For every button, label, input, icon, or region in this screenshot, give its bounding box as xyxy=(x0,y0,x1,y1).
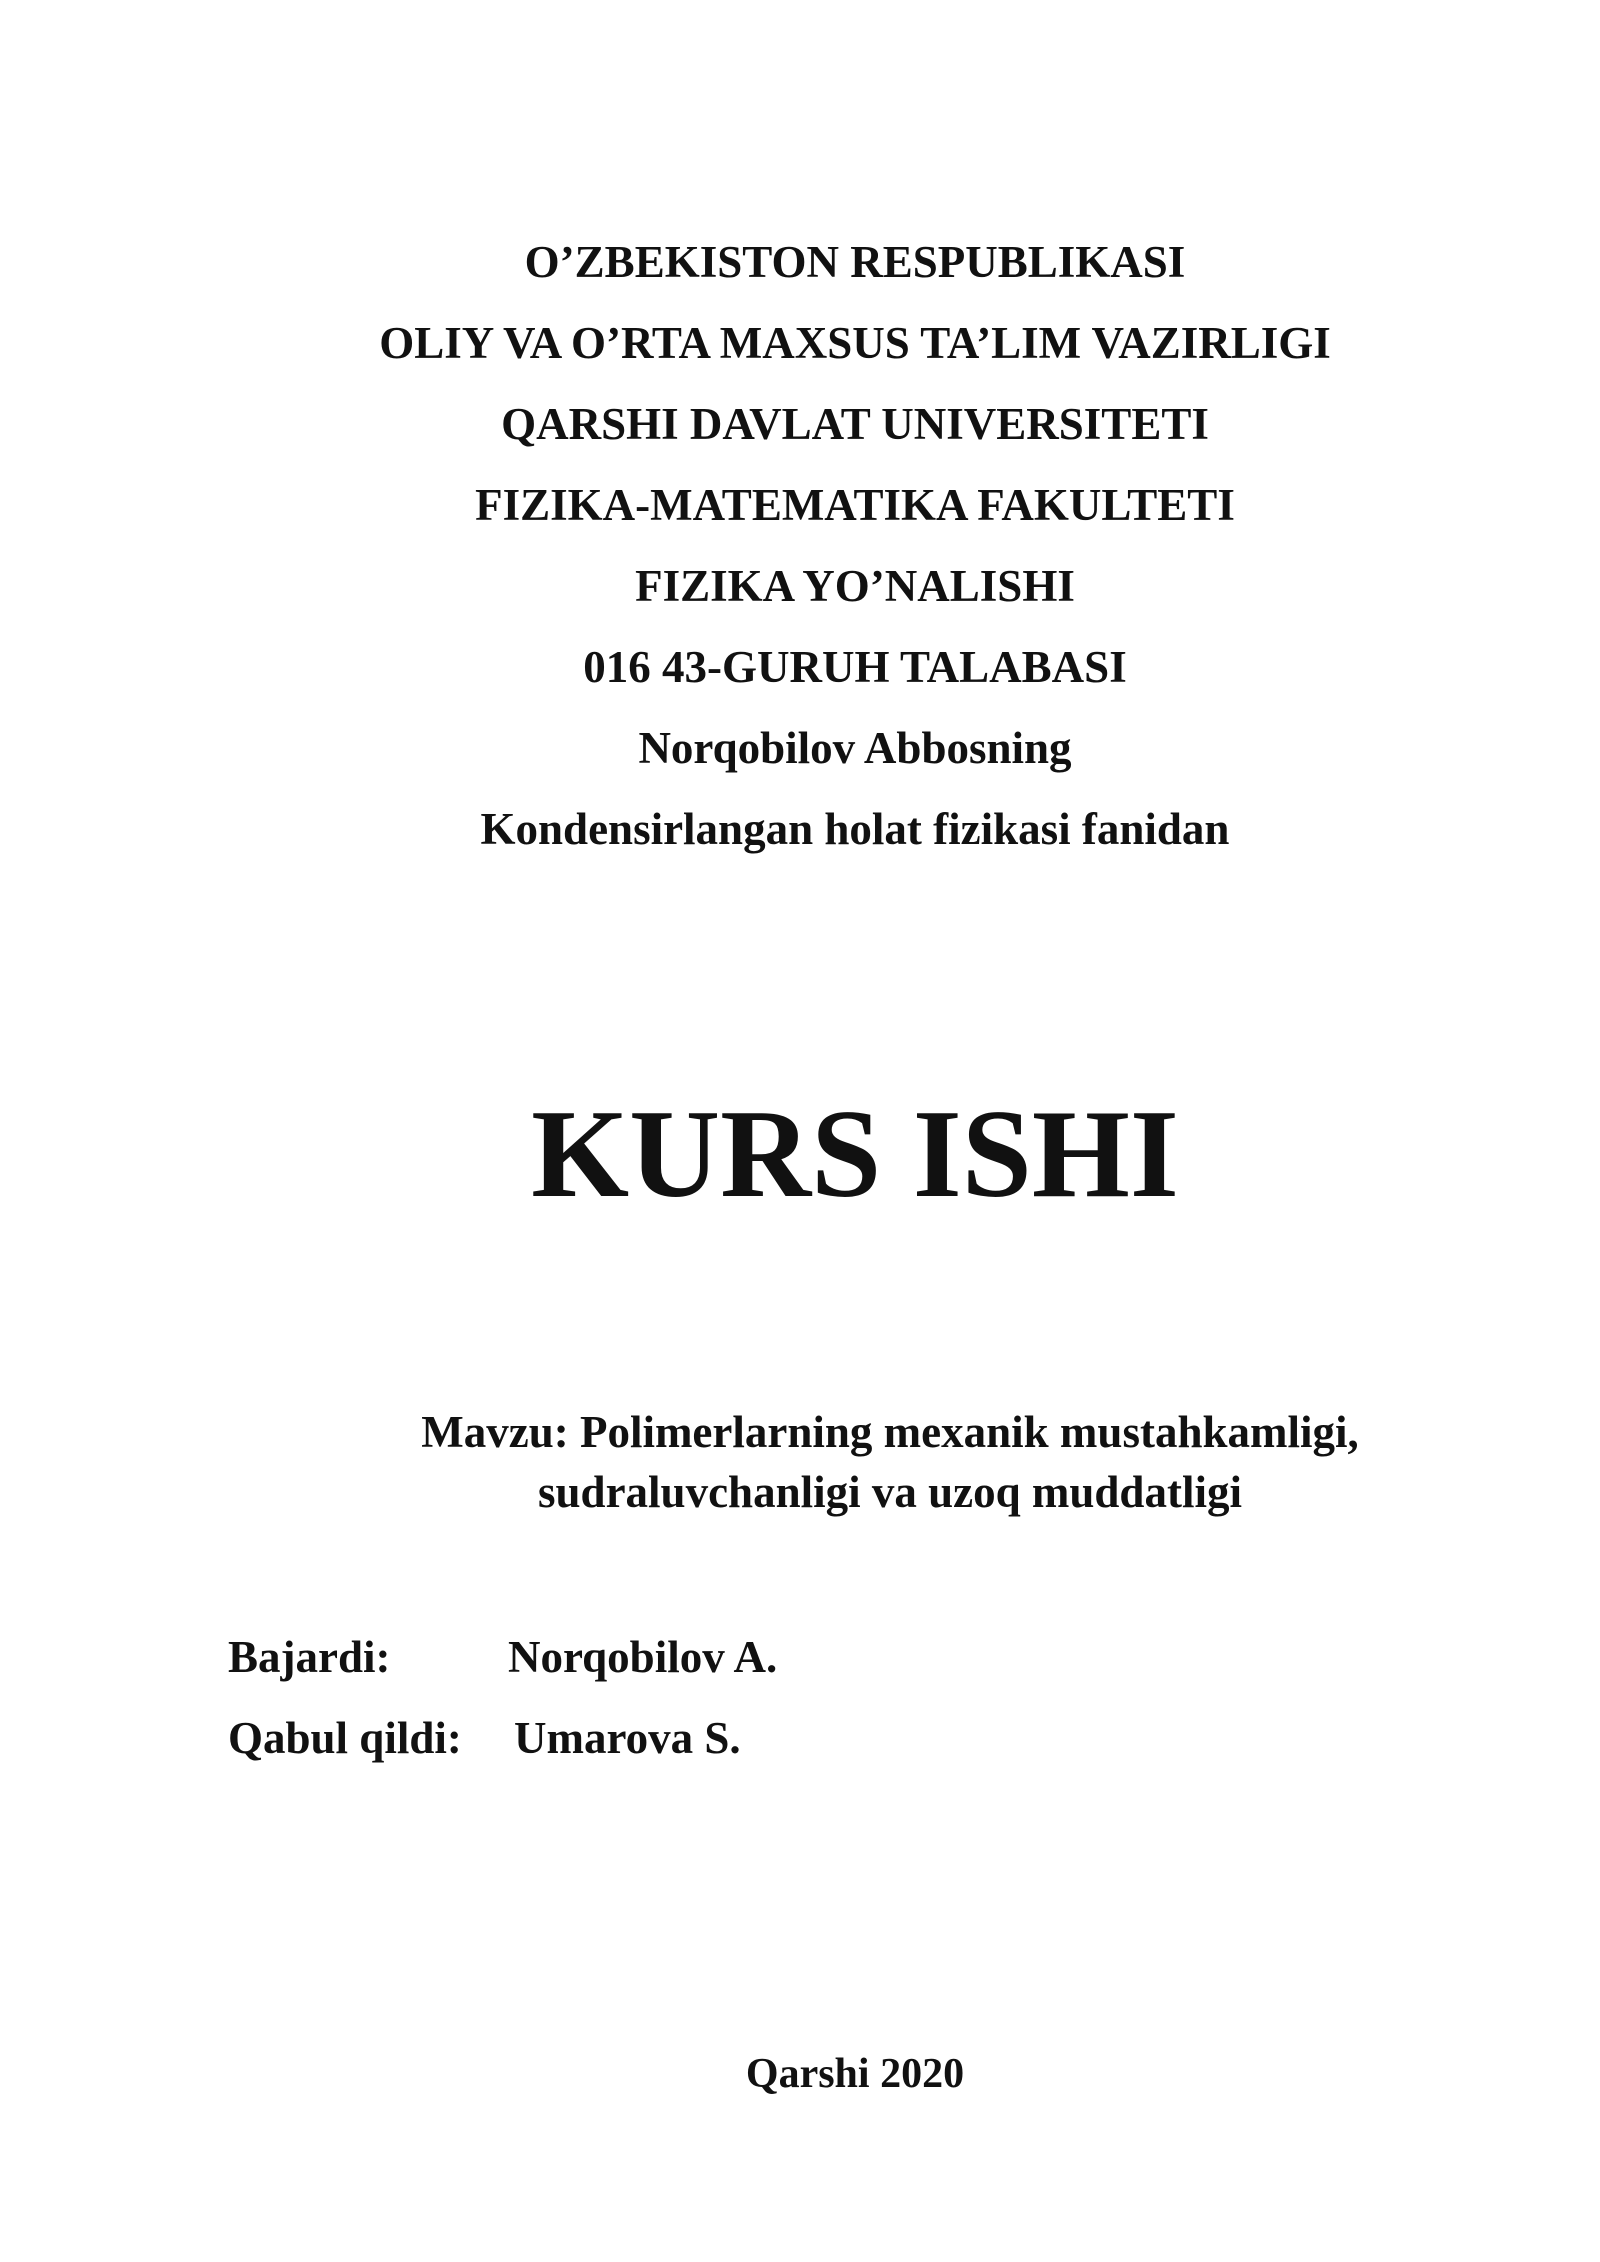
performed-by-value: Norqobilov A. xyxy=(508,1632,778,1682)
header-group: 016 43-GURUH TALABASI xyxy=(583,642,1127,692)
header-direction: FIZIKA YO’NALISHI xyxy=(635,561,1075,611)
accepted-by-value: Umarova S. xyxy=(514,1713,741,1763)
header-faculty: FIZIKA-MATEMATIKA FAKULTETI xyxy=(475,480,1235,530)
topic-line-1: Mavzu: Polimerlarning mexanik mustahkamligi, xyxy=(421,1407,1359,1457)
accepted-by-row xyxy=(228,1708,741,1768)
header-country: O’ZBEKISTON RESPUBLIKASI xyxy=(524,237,1186,287)
performed-by-row xyxy=(228,1627,778,1687)
header-university: QARSHI DAVLAT UNIVERSITETI xyxy=(501,399,1209,449)
performed-by-label: Bajardi: xyxy=(228,1632,391,1682)
topic-block xyxy=(380,1402,1400,1522)
footer-place-year: Qarshi 2020 xyxy=(745,2051,965,2097)
page-title: KURS ISHI xyxy=(531,1085,1179,1224)
header-student-name: Norqobilov Abbosning xyxy=(638,723,1072,773)
header-ministry: OLIY VA O’RTA MAXSUS TA’LIM VAZIRLIGI xyxy=(379,318,1331,368)
topic-line-2: sudraluvchanligi va uzoq muddatligi xyxy=(538,1467,1242,1517)
header-subject: Kondensirlangan holat fizikasi fanidan xyxy=(480,804,1230,854)
accepted-by-label: Qabul qildi: xyxy=(228,1713,462,1763)
